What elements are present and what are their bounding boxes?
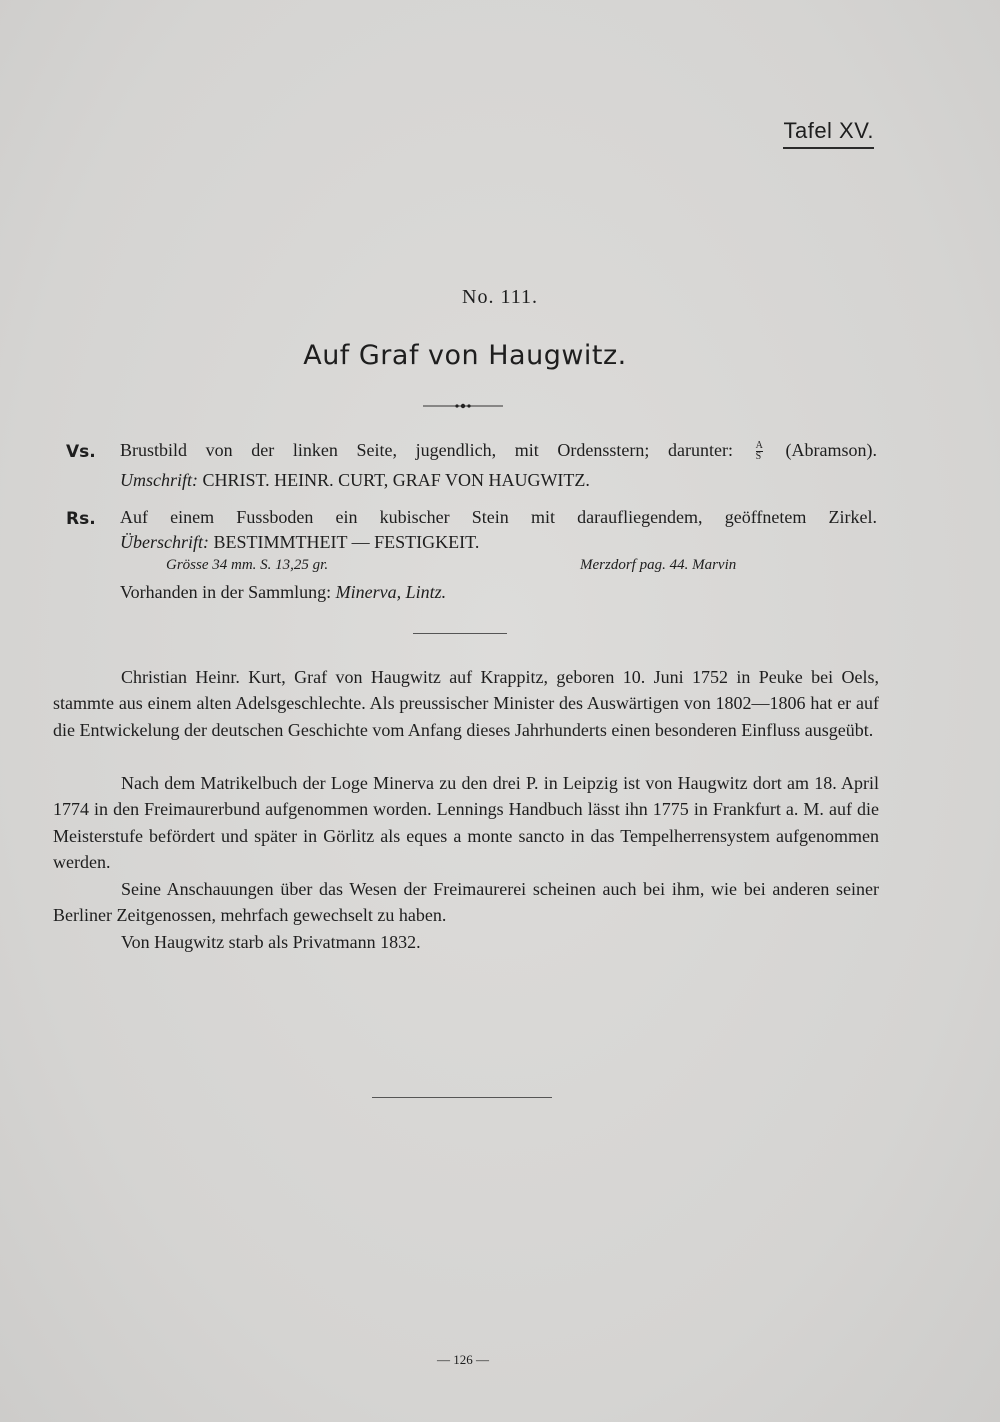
reverse-description: Auf einem Fussboden ein kubischer Stein mit daraufliegendem, geöffnetem Zirkel.: [120, 507, 877, 527]
fraction-bottom: S: [755, 451, 762, 463]
size-weight: Grösse 34 mm. S. 13,25 gr.: [166, 557, 329, 573]
body-paragraph: Nach dem Matrikelbuch der Loge Minerva zu den drei P. in Leipzig ist von Haugwitz dort am 18. April 1774 in den Freimaurerbund aufgenommen worden. Lennings Handbuch lässt ihn 1775 in Frankfurt a. M. auf die Meisterstufe befördert und später in Görlitz als eques a monte sancto in das Tempelherrensystem aufgenommen werden.: [53, 773, 879, 873]
body-paragraph: Von Haugwitz starb als Privatmann 1832.: [121, 932, 421, 952]
reverse-inscription-line: [120, 532, 877, 553]
collection-line: [120, 582, 877, 603]
entry-number: No. 111.: [462, 286, 538, 308]
obverse-text: Brustbild von der linken Seite, jugendlich, mit Ordensstern; darunter:: [120, 440, 734, 460]
section-divider: [413, 633, 507, 634]
reverse-inscription-label: Überschrift:: [120, 532, 209, 552]
reference: Merzdorf pag. 44. Marvin: [580, 557, 737, 573]
page-number: — 126 —: [437, 1352, 489, 1367]
obverse-inscription: CHRIST. HEINR. CURT, GRAF VON HAUGWITZ.: [202, 470, 590, 490]
collection-label: Vorhanden in der Sammlung:: [120, 582, 332, 602]
obverse-description: [120, 440, 877, 462]
obverse-label: Vs.: [66, 442, 96, 462]
reverse-inscription: BESTIMMTHEIT — FESTIGKEIT.: [213, 532, 480, 552]
entry-title: Auf Graf von Haugwitz.: [303, 340, 627, 371]
reverse-label: Rs.: [66, 509, 96, 529]
obverse-inscription-label: Umschrift:: [120, 470, 198, 490]
body-paragraph: Christian Heinr. Kurt, Graf von Haugwitz auf Krappitz, geboren 10. Juni 1752 in Peuke bei Oels, stammte aus einem alten Adelsgeschlechte. Als preussischer Minister des Auswärtigen von 1802—1806 hat er auf die Entwickelung der deutschen Geschichte vom Anfang dieses Jahrhunderts einen besonderen Einfluss ausgeübt.: [53, 667, 879, 740]
ornament-divider: [423, 402, 503, 410]
mark-fraction: [756, 441, 763, 462]
obverse-inscription-line: [120, 470, 877, 491]
plate-number: Tafel XV.: [783, 118, 874, 149]
collection-value: Minerva, Lintz.: [335, 582, 447, 602]
body-paragraph: Seine Anschauungen über das Wesen der Freimaurerei scheinen auch bei ihm, wie bei anderen seiner Berliner Zeitgenossen, mehrfach gewechselt zu haben.: [53, 879, 879, 926]
obverse-engraver: (Abramson).: [785, 440, 878, 460]
end-rule: [372, 1097, 552, 1098]
fraction-top: A: [755, 440, 763, 452]
